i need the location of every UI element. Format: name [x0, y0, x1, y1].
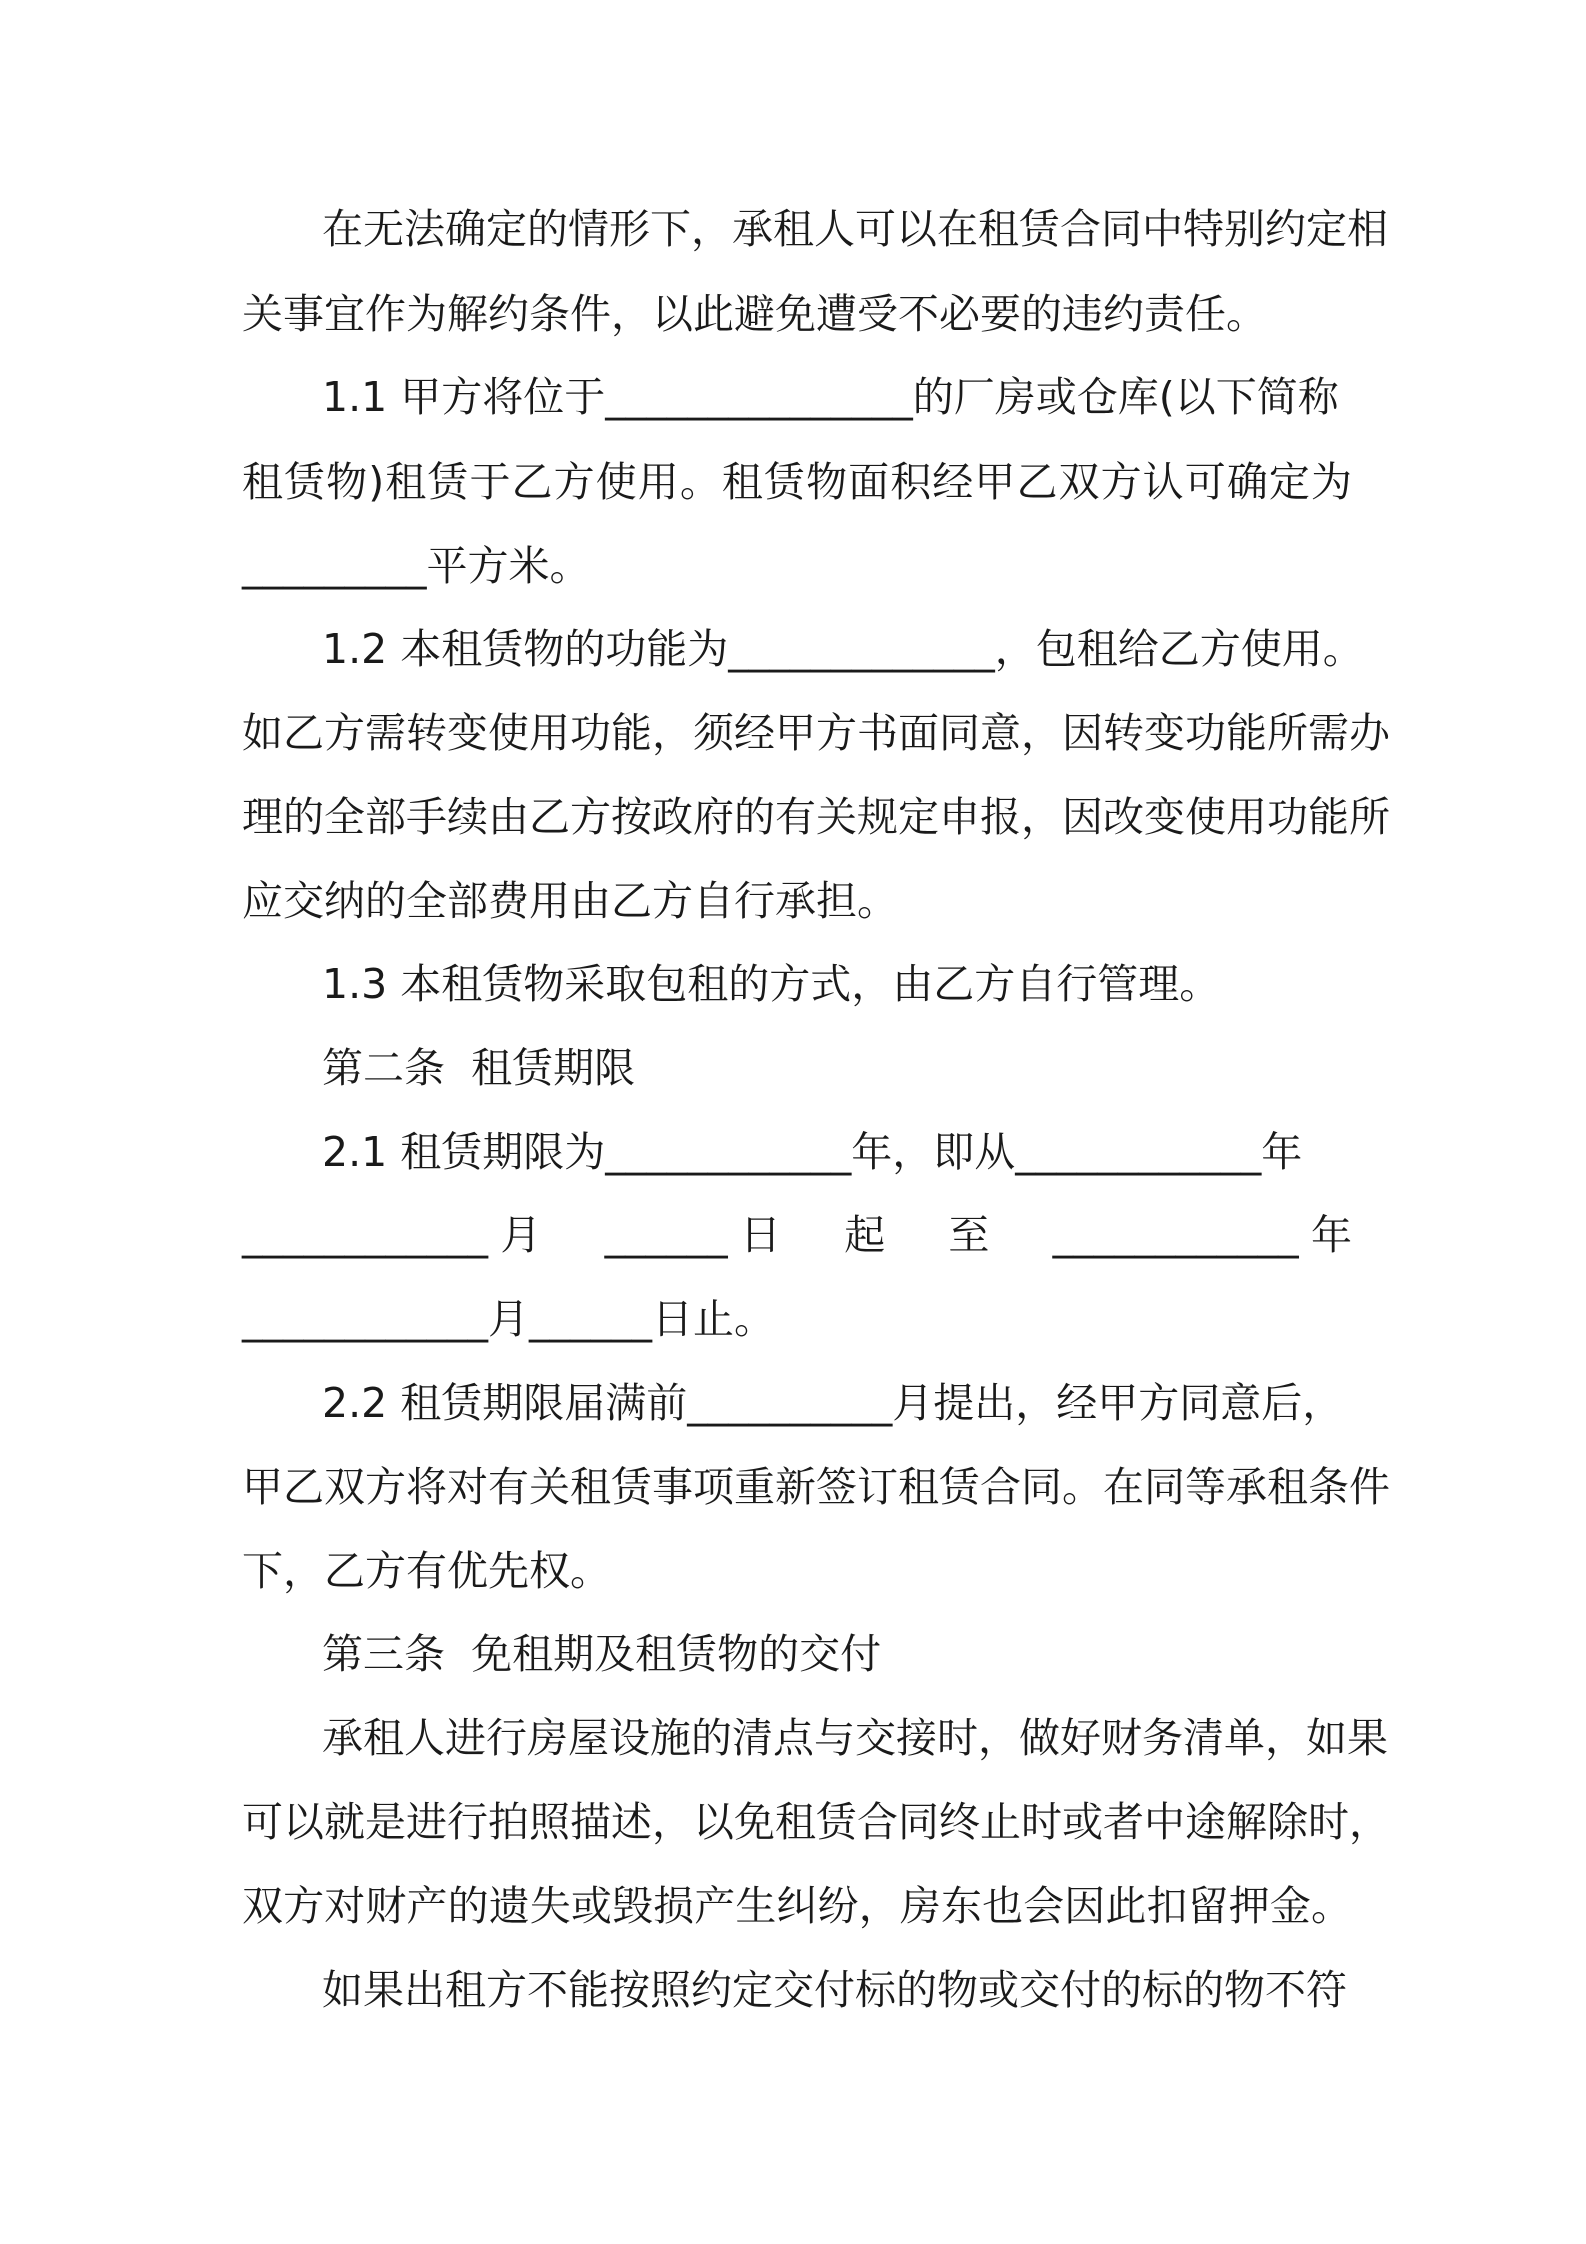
paragraph-line: 应交纳的全部费用由乙方自行承担。 — [242, 877, 898, 925]
clause-1-3-line: 1.3 本租赁物采取包租的方式，由乙方自行管理。 — [322, 960, 1221, 1008]
paragraph-line: 可以就是进行拍照描述，以免租赁合同终止时或者中途解除时， — [242, 1798, 1390, 1846]
section-heading-2: 第二条 租赁期限 — [322, 1044, 636, 1092]
paragraph-line: 如乙方需转变使用功能，须经甲方书面同意，因转变功能所需办 — [242, 709, 1390, 757]
paragraph-line: 下，乙方有优先权。 — [242, 1547, 611, 1595]
paragraph-line: 关事宜作为解约条件，以此避免遭受不必要的违约责任。 — [242, 290, 1267, 338]
clause-1-1-line: 1.1 甲方将位于_______________的厂房或仓库(以下简称 — [322, 373, 1339, 421]
paragraph-line: ____________月______日止。 — [242, 1295, 775, 1343]
paragraph-line: ____________月 ______日 起 至 ____________年 — [242, 1211, 1352, 1259]
paragraph-line: 如果出租方不能按照约定交付标的物或交付的标的物不符 — [322, 1966, 1347, 2014]
clause-2-2-line: 2.2 租赁期限届满前__________月提出，经甲方同意后， — [322, 1379, 1344, 1427]
paragraph-line: _________平方米。 — [242, 542, 591, 590]
paragraph-line: 在无法确定的情形下，承租人可以在租赁合同中特别约定相 — [322, 205, 1388, 253]
clause-2-1-line: 2.1 租赁期限为____________年，即从____________年 — [322, 1128, 1303, 1176]
clause-1-2-line: 1.2 本租赁物的功能为_____________，包租给乙方使用。 — [322, 625, 1364, 673]
paragraph-line: 甲乙双方将对有关租赁事项重新签订租赁合同。在同等承租条件 — [242, 1463, 1390, 1511]
paragraph-line: 双方对财产的遗失或毁损产生纠纷，房东也会因此扣留押金。 — [242, 1882, 1352, 1930]
paragraph-line: 理的全部手续由乙方按政府的有关规定申报，因改变使用功能所 — [242, 793, 1390, 841]
paragraph-line: 承租人进行房屋设施的清点与交接时，做好财务清单，如果 — [322, 1714, 1388, 1762]
paragraph-line: 租赁物)租赁于乙方使用。租赁物面积经甲乙双方认可确定为 — [242, 458, 1352, 506]
section-heading-3: 第三条 免租期及租赁物的交付 — [322, 1630, 882, 1678]
